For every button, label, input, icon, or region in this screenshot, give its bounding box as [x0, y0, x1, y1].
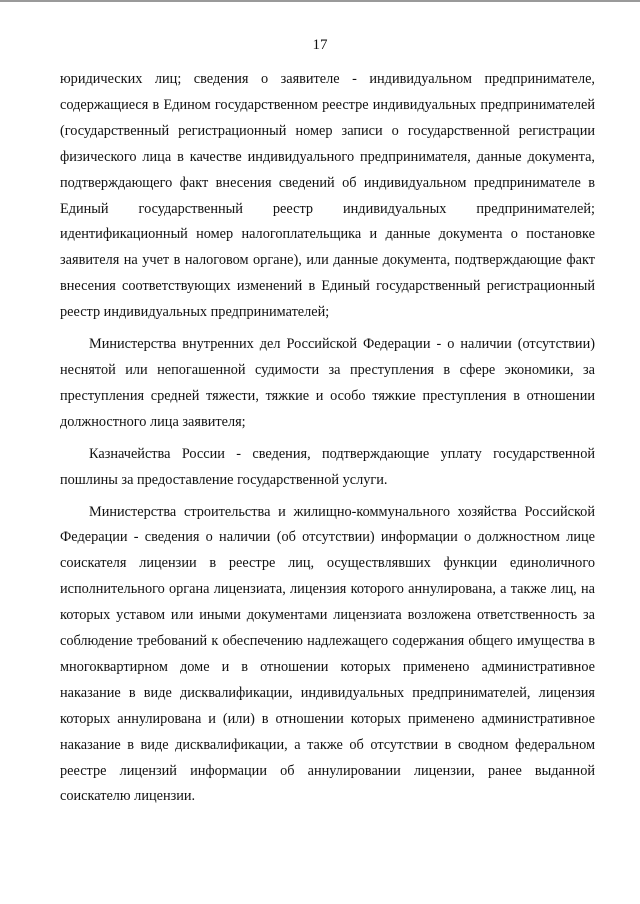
- page-number: 17: [312, 37, 328, 53]
- paragraph-treasury: Казначейства России - сведения, подтверждающие уплату государственной пошлины за предоставление государственной услуги.: [60, 445, 595, 488]
- paragraph-ministry-construction: Министерства строительства и жилищно-коммунального хозяйства Российской Федерации - сведения о наличии (об отсутствии) информации о должностном лице соискателя лицензии в реестре лиц, осуществлявших функции единоличного исполнительного органа лицензиата, лицензия которого аннулирована, а также лиц, на которых уставом или иными документами лицензиата возложена ответственность за соблюдение требований к обеспечению надлежащего содержания общего имущества в многоквартирном доме и в отношении которых применено административное наказание в виде дисквалификации, индивидуальных предпринимателей, лицензия которых аннулирована и (или) в отношении которых применено административное наказание в виде дисквалификации, а также об отсутствии в сводном федеральном реестре лицензий информации об аннулировании лицензии, ранее выданной соискателю лицензии.: [60, 503, 595, 805]
- paragraph-legal-entities-continuation: юридических лиц; сведения о заявителе - индивидуальном предпринимателе, содержащиеся в Едином государственном реестре индивидуальных предпринимателей (государственный регистрационный номер записи о государственной регистрации физического лица в качестве индивидуального предпринимателя, данные документа, подтверждающего факт внесения сведений об индивидуальном предпринимателе в Единый государственный реестр индивидуальных предпринимателей; идентификационный номер налогоплательщика и данные документа о постановке заявителя на учет в налоговом органе), или данные документа, подтверждающие факт внесения соответствующих изменений в Единый государственный регистрационный реестр индивидуальных предпринимателей;: [60, 71, 595, 321]
- document-body: [60, 67, 595, 810]
- paragraph-ministry-internal-affairs: Министерства внутренних дел Российской Федерации - о наличии (отсутствии) неснятой или непогашенной судимости за преступления в сфере экономики, за преступления средней тяжести, тяжкие и особо тяжкие преступления в отношении должностного лица заявителя;: [60, 336, 595, 430]
- page-top-edge: [0, 0, 640, 2]
